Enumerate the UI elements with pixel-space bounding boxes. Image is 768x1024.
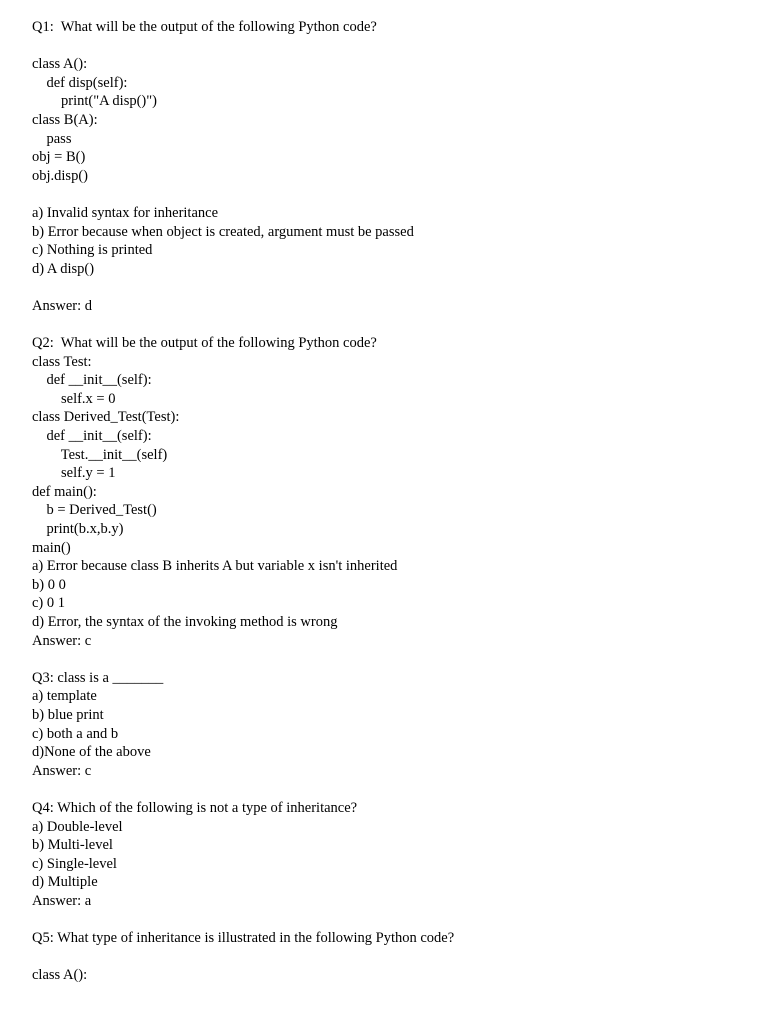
document-page <box>32 18 752 985</box>
code-line: class Derived_Test(Test): <box>32 409 180 426</box>
question-heading: Q3: class is a _______ <box>32 669 164 686</box>
option-line: a) template <box>32 688 97 705</box>
option-line: d)None of the above <box>32 744 151 761</box>
blank-line <box>32 948 752 967</box>
option-line: c) Single-level <box>32 855 117 872</box>
answer-line: Answer: d <box>32 297 93 314</box>
code-line: self.x = 0 <box>32 390 116 407</box>
code-line: print(b.x,b.y) <box>32 521 124 538</box>
question-heading: Q4: Which of the following is not a type of inheritance? <box>32 799 358 816</box>
option-line: c) Nothing is printed <box>32 242 153 259</box>
code-line: class A(): <box>32 967 88 984</box>
option-line: a) Invalid syntax for inheritance <box>32 204 219 221</box>
option-line: c) 0 1 <box>32 595 66 612</box>
answer-line: Answer: a <box>32 892 92 909</box>
answer-line: Answer: c <box>32 762 92 779</box>
code-line: obj.disp() <box>32 167 88 184</box>
code-line: def main(): <box>32 483 97 500</box>
code-line: def __init__(self): <box>32 428 152 445</box>
blank-line <box>32 911 752 930</box>
code-line: print("A disp()") <box>32 93 158 110</box>
question-heading: Q2: What will be the output of the following Python code? <box>32 335 377 352</box>
question-heading: Q5: What type of inheritance is illustrated in the following Python code? <box>32 930 455 947</box>
code-line: obj = B() <box>32 149 86 166</box>
option-line: b) Error because when object is created, argument must be passed <box>32 223 414 240</box>
code-line: main() <box>32 539 71 556</box>
question-heading: Q1: What will be the output of the following Python code? <box>32 19 377 35</box>
answer-line: Answer: c <box>32 632 92 649</box>
code-line: def disp(self): <box>32 74 128 91</box>
code-line: b = Derived_Test() <box>32 502 157 519</box>
code-line: self.y = 1 <box>32 465 116 482</box>
code-line: Test.__init__(self) <box>32 446 168 463</box>
code-line: class B(A): <box>32 111 98 128</box>
blank-line <box>32 278 752 297</box>
blank-line <box>32 650 752 669</box>
blank-line <box>32 780 752 799</box>
option-line: b) blue print <box>32 706 104 723</box>
blank-line <box>32 185 752 204</box>
blank-line <box>32 37 752 56</box>
option-line: d) Multiple <box>32 874 98 891</box>
code-line: def __init__(self): <box>32 372 152 389</box>
code-line: class Test: <box>32 353 92 370</box>
option-line: a) Error because class B inherits A but variable x isn't inherited <box>32 558 398 575</box>
code-line: class A(): <box>32 56 88 73</box>
option-line: a) Double-level <box>32 818 123 835</box>
option-line: d) Error, the syntax of the invoking method is wrong <box>32 614 338 630</box>
option-line: c) both a and b <box>32 725 119 742</box>
option-line: b) 0 0 <box>32 576 66 593</box>
option-line: b) Multi-level <box>32 837 113 854</box>
blank-line <box>32 316 752 335</box>
code-line: pass <box>32 130 72 147</box>
option-line: d) A disp() <box>32 260 95 277</box>
